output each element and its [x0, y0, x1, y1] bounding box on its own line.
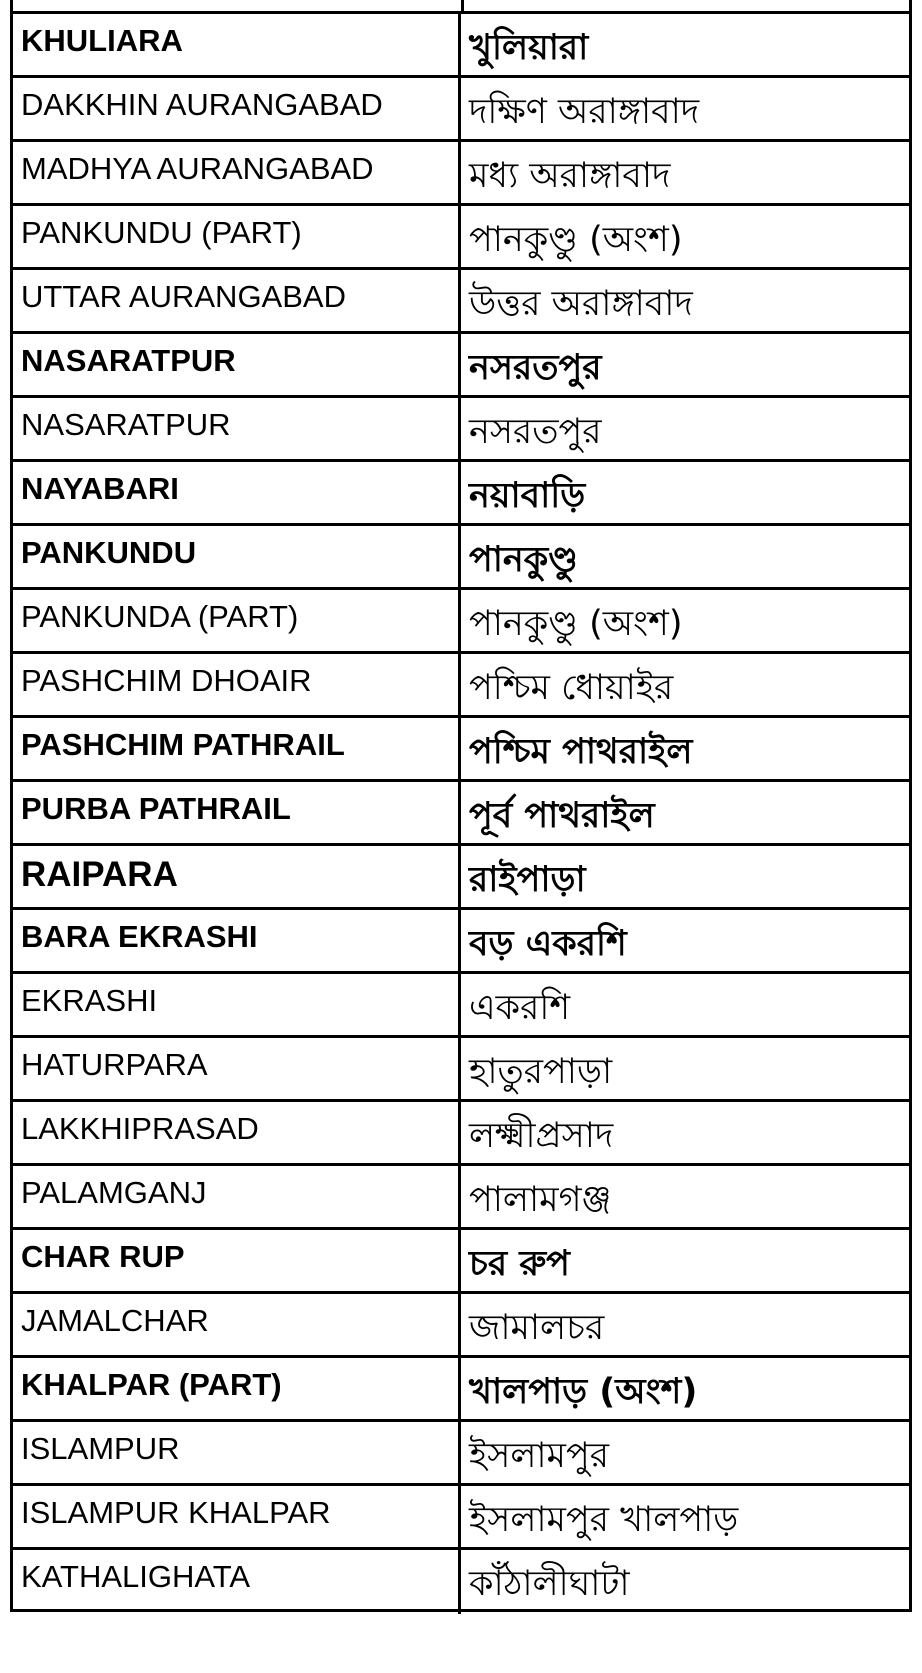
table-row: [13, 974, 909, 1038]
table-row: [13, 334, 909, 398]
english-name-cell: ISLAMPUR KHALPAR: [13, 1486, 461, 1547]
english-name-cell: KATHALIGHATA: [13, 1550, 461, 1614]
table-row: [13, 526, 909, 590]
english-name-cell: ISLAMPUR: [13, 1422, 461, 1483]
table-row: [13, 846, 909, 910]
bengali-name-cell: হাতুরপাড়া: [469, 1052, 613, 1092]
table-row: [13, 142, 909, 206]
bengali-name-cell: পানকুণ্ডু: [469, 540, 578, 580]
table-row: [13, 782, 909, 846]
english-name-cell: HATURPARA: [13, 1038, 461, 1099]
bengali-name-cell: ইসলামপুর: [469, 1436, 609, 1476]
table-row: [13, 590, 909, 654]
bengali-name-cell: জামালচর: [469, 1308, 605, 1348]
english-name-cell: MADHYA AURANGABAD: [13, 142, 461, 203]
english-name-cell: NASARATPUR: [13, 398, 461, 459]
table-row: [13, 1358, 909, 1422]
table-row: [13, 1294, 909, 1358]
bengali-name-cell: পানকুণ্ডু (অংশ): [469, 220, 683, 260]
english-name-cell: PASHCHIM PATHRAIL: [13, 718, 461, 779]
table-row: [13, 462, 909, 526]
table-row: [13, 718, 909, 782]
english-name-cell: NASARATPUR: [13, 334, 461, 395]
english-name-cell: CHAR RUP: [13, 1230, 461, 1291]
bengali-name-cell: খালপাড় (অংশ): [469, 1372, 698, 1412]
bengali-name-cell: দক্ষিণ অরাঙ্গাবাদ: [469, 92, 700, 132]
english-name-cell: LAKKHIPRASAD: [13, 1102, 461, 1163]
place-name-table: [10, 0, 912, 1612]
bengali-name-cell: একরশি: [469, 988, 571, 1028]
english-name-cell: PANKUNDU (PART): [13, 206, 461, 267]
table-row: [13, 1422, 909, 1486]
english-name-cell: PANKUNDU: [13, 526, 461, 587]
english-name-cell: PALAMGANJ: [13, 1166, 461, 1227]
table-row: [13, 270, 909, 334]
bengali-name-cell: উত্তর অরাঙ্গাবাদ: [469, 284, 693, 324]
table-row: [13, 78, 909, 142]
table-row: [13, 398, 909, 462]
table-row: [13, 1550, 909, 1614]
bengali-name-cell: ইসলামপুর খালপাড়: [469, 1500, 739, 1540]
bengali-name-cell: পশ্চিম ধোয়াইর: [469, 668, 674, 708]
previous-row-stub: [13, 0, 909, 14]
english-name-cell: BARA EKRASHI: [13, 910, 461, 971]
bengali-name-cell: লক্ষ্মীপ্রসাদ: [469, 1116, 614, 1156]
english-name-cell: DAKKHIN AURANGABAD: [13, 78, 461, 139]
english-name-cell: JAMALCHAR: [13, 1294, 461, 1355]
english-name-cell: NAYABARI: [13, 462, 461, 523]
english-name-cell: KHULIARA: [13, 14, 461, 75]
table-row: [13, 1102, 909, 1166]
table-body: [13, 14, 909, 1614]
table-row: [13, 910, 909, 974]
bengali-name-cell: খুলিয়ারা: [469, 28, 589, 68]
english-name-cell: UTTAR AURANGABAD: [13, 270, 461, 331]
bengali-name-cell: পালামগঞ্জ: [469, 1180, 612, 1220]
table-row: [13, 1038, 909, 1102]
bengali-name-cell: কাঁঠালীঘাটা: [469, 1564, 630, 1604]
table-row: [13, 1166, 909, 1230]
table-row: [13, 14, 909, 78]
bengali-name-cell: নসরতপুর: [469, 412, 602, 452]
english-name-cell: PURBA PATHRAIL: [13, 782, 461, 843]
bengali-name-cell: চর রুপ: [469, 1244, 570, 1284]
bengali-name-cell: পানকুণ্ডু (অংশ): [469, 604, 683, 644]
english-name-cell: PASHCHIM DHOAIR: [13, 654, 461, 715]
english-name-cell: RAIPARA: [13, 846, 461, 907]
bengali-name-cell: পশ্চিম পাথরাইল: [469, 732, 693, 772]
column-divider: [461, 0, 464, 14]
bengali-name-cell: পূর্ব পাথরাইল: [469, 796, 655, 836]
bengali-name-cell: নসরতপুর: [469, 348, 602, 388]
table-row: [13, 206, 909, 270]
table-row: [13, 1230, 909, 1294]
table-row: [13, 654, 909, 718]
bengali-name-cell: মধ্য অরাঙ্গাবাদ: [469, 156, 671, 196]
bengali-name-cell: নয়াবাড়ি: [469, 476, 586, 516]
bengali-name-cell: রাইপাড়া: [469, 860, 586, 900]
english-name-cell: PANKUNDA (PART): [13, 590, 461, 651]
table-row: [13, 1486, 909, 1550]
bengali-name-cell: বড় একরশি: [469, 924, 627, 964]
english-name-cell: EKRASHI: [13, 974, 461, 1035]
english-name-cell: KHALPAR (PART): [13, 1358, 461, 1419]
